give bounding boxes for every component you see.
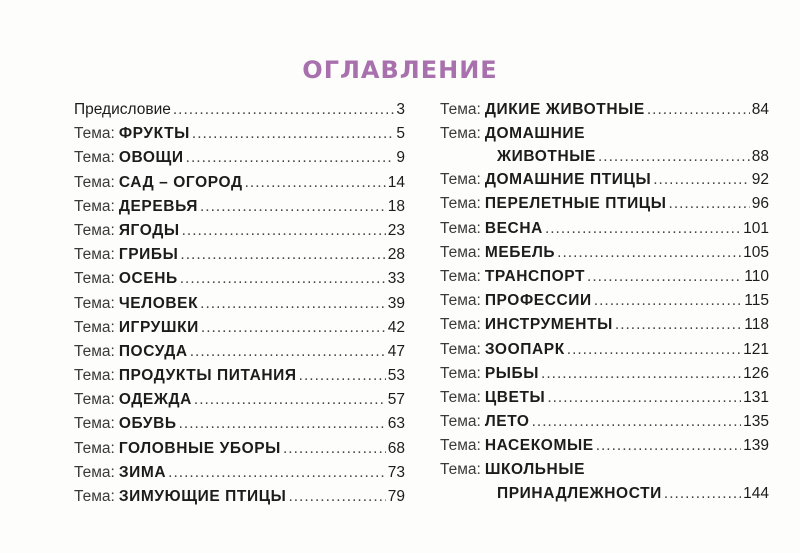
page-title: ОГЛАВЛЕНИЕ — [302, 56, 498, 84]
toc-entry[interactable] — [74, 122, 405, 146]
toc-entry[interactable] — [74, 461, 405, 485]
toc-entry[interactable] — [440, 338, 769, 362]
toc-entry-line — [74, 316, 405, 340]
dot-leader — [653, 168, 750, 192]
toc-entry-line — [440, 313, 769, 337]
toc-entry-line — [74, 437, 405, 461]
topic-prefix: Тема: — [74, 125, 115, 143]
toc-entry[interactable] — [440, 217, 769, 241]
topic-title: САД – ОГОРОД — [118, 173, 243, 191]
toc-entry-line — [440, 458, 769, 482]
toc-entry[interactable] — [74, 195, 405, 219]
topic-title: ДИКИЕ ЖИВОТНЫЕ — [484, 101, 645, 118]
toc-right-column — [440, 98, 769, 504]
toc-entry-line — [440, 98, 769, 122]
topic-prefix: Тема: — [74, 294, 115, 312]
dot-leader — [194, 388, 386, 412]
topic-prefix: Тема: — [440, 171, 481, 189]
page-number: 101 — [743, 219, 769, 237]
topic-title: ДОМАШНИЕ ПТИЦЫ — [484, 171, 652, 189]
topic-title: ЦВЕТЫ — [484, 388, 546, 406]
topic-title: ДЕРЕВЬЯ — [118, 197, 198, 215]
page-number: 23 — [387, 221, 405, 239]
dot-leader — [245, 171, 386, 195]
topic-prefix: Тема: — [440, 413, 481, 431]
toc-entry-line — [74, 146, 405, 170]
toc-entry[interactable] — [74, 98, 405, 122]
topic-prefix: Тема: — [440, 437, 481, 455]
topic-title: ПЕРЕЛЕТНЫЕ ПТИЦЫ — [484, 195, 667, 213]
topic-prefix: Тема: — [440, 364, 481, 382]
topic-title: ШКОЛЬНЫЕ — [484, 461, 586, 479]
topic-title: ДОМАШНИЕ — [484, 125, 586, 143]
toc-entry[interactable] — [74, 437, 405, 461]
toc-entry-line — [440, 289, 769, 313]
dot-leader — [596, 434, 741, 458]
page-number: 5 — [396, 125, 405, 143]
page-number: 135 — [743, 413, 769, 431]
dot-leader — [547, 386, 741, 410]
dot-leader — [664, 483, 741, 505]
page-number: 73 — [387, 463, 405, 481]
toc-entry[interactable] — [440, 265, 769, 289]
dot-leader — [192, 122, 394, 146]
topic-prefix: Тема: — [440, 101, 481, 118]
page-number: 68 — [387, 439, 405, 457]
page-number: 115 — [744, 292, 769, 310]
toc-entry-line — [74, 243, 405, 267]
toc-entry-line — [74, 267, 405, 291]
page-number: 57 — [387, 391, 405, 409]
topic-prefix: Тема: — [74, 415, 115, 433]
page-number: 33 — [387, 270, 405, 288]
topic-title: ТРАНСПОРТ — [484, 267, 586, 285]
toc-entry-line — [440, 146, 769, 168]
dot-leader — [557, 241, 741, 265]
toc-entry-line — [440, 386, 769, 410]
topic-prefix: Тема: — [440, 243, 481, 261]
topic-prefix: Тема: — [440, 388, 481, 406]
toc-entry-line — [440, 410, 769, 434]
page-number: 144 — [743, 484, 769, 502]
page-number: 96 — [751, 195, 769, 213]
toc-entry[interactable] — [440, 122, 769, 168]
dot-leader — [615, 313, 742, 337]
toc-entry-line — [440, 122, 769, 146]
dot-leader — [201, 316, 386, 340]
toc-entry-line — [74, 98, 405, 122]
topic-title-continued: ПРИНАДЛЕЖНОСТИ — [497, 484, 662, 502]
dot-leader — [200, 292, 386, 316]
dot-leader — [283, 437, 386, 461]
topic-title: ЯГОДЫ — [118, 221, 180, 239]
topic-prefix: Тема: — [74, 149, 115, 167]
page-number: 28 — [387, 246, 405, 264]
dot-leader — [186, 146, 395, 170]
topic-title: ЧЕЛОВЕК — [118, 294, 199, 312]
page-number: 139 — [743, 437, 769, 455]
page-number: 3 — [396, 101, 405, 118]
topic-title: ГОЛОВНЫЕ УБОРЫ — [118, 439, 281, 457]
topic-prefix: Тема: — [440, 125, 481, 143]
page-number: 131 — [743, 388, 769, 406]
topic-prefix: Тема: — [74, 270, 115, 288]
dot-leader — [299, 364, 386, 388]
topic-prefix: Тема: — [74, 342, 115, 360]
toc-entry[interactable] — [74, 219, 405, 243]
topic-prefix: Тема: — [74, 488, 115, 505]
toc-entry-line — [440, 168, 769, 192]
dot-leader — [180, 267, 386, 291]
dot-leader — [541, 362, 741, 386]
toc-entry-line — [74, 461, 405, 485]
toc-entry-line — [440, 192, 769, 216]
topic-prefix: Тема: — [440, 195, 481, 213]
toc-entry-line — [74, 171, 405, 195]
topic-prefix: Тема: — [74, 173, 115, 191]
toc-entry-line — [74, 195, 405, 219]
page-number: 42 — [387, 318, 405, 336]
toc-left-column — [74, 98, 405, 509]
dot-leader — [200, 195, 386, 219]
topic-title: ВЕСНА — [484, 219, 543, 237]
toc-entry[interactable] — [440, 434, 769, 458]
dot-leader — [190, 340, 386, 364]
toc-entry-line — [74, 388, 405, 412]
topic-title: РЫБЫ — [484, 364, 540, 382]
page-number: 118 — [744, 316, 769, 334]
topic-title: ОДЕЖДА — [118, 391, 192, 409]
topic-title: ОВОЩИ — [118, 149, 184, 167]
toc-entry[interactable] — [74, 412, 405, 436]
dot-leader — [545, 217, 741, 241]
toc-entry-line — [440, 241, 769, 265]
dot-leader — [532, 410, 742, 434]
topic-prefix: Тема: — [74, 318, 115, 336]
topic-prefix: Тема: — [74, 391, 115, 409]
dot-leader — [173, 98, 395, 122]
toc-entry-line — [440, 217, 769, 241]
toc-entry-line — [440, 434, 769, 458]
toc-entry-line — [74, 412, 405, 436]
topic-prefix: Тема: — [440, 340, 481, 358]
dot-leader — [182, 219, 386, 243]
toc-entry-title: Предисловие — [74, 101, 171, 118]
dot-leader — [567, 338, 741, 362]
toc-entry[interactable] — [440, 98, 769, 122]
toc-entry-line — [74, 219, 405, 243]
page-number: 88 — [751, 148, 769, 166]
page-number: 92 — [751, 171, 769, 189]
dot-leader — [587, 265, 742, 289]
page-number: 14 — [387, 173, 405, 191]
page-number: 110 — [744, 267, 769, 285]
toc-entry[interactable] — [440, 410, 769, 434]
toc-entry[interactable] — [74, 146, 405, 170]
page-number: 84 — [751, 101, 769, 118]
topic-prefix: Тема: — [74, 367, 115, 385]
topic-prefix: Тема: — [440, 461, 481, 479]
toc-entry-line — [74, 292, 405, 316]
toc-entry-line — [440, 362, 769, 386]
dot-leader — [179, 412, 386, 436]
topic-prefix: Тема: — [74, 221, 115, 239]
toc-entry-line — [440, 338, 769, 362]
toc-entry[interactable] — [440, 192, 769, 216]
dot-leader — [669, 192, 750, 216]
topic-title: ЗИМА — [118, 463, 167, 481]
topic-prefix: Тема: — [440, 219, 481, 237]
page-number: 121 — [743, 340, 769, 358]
topic-title: ПРОФЕССИИ — [484, 292, 592, 310]
page-number: 39 — [387, 294, 405, 312]
topic-prefix: Тема: — [440, 316, 481, 334]
page-number: 63 — [387, 415, 405, 433]
topic-title: ОБУВЬ — [118, 415, 177, 433]
toc-entry[interactable] — [440, 241, 769, 265]
page-number: 18 — [387, 197, 405, 215]
toc-entry-line — [440, 483, 769, 505]
dot-leader — [598, 146, 750, 168]
dot-leader — [594, 289, 743, 313]
topic-title: ФРУКТЫ — [118, 125, 190, 143]
page-number: 9 — [396, 149, 405, 167]
toc-entry[interactable] — [440, 362, 769, 386]
page-number: 47 — [387, 342, 405, 360]
toc-entry[interactable] — [74, 316, 405, 340]
toc-entry-line — [74, 122, 405, 146]
page-number: 53 — [387, 367, 405, 385]
dot-leader — [647, 98, 750, 122]
toc-entry[interactable] — [74, 243, 405, 267]
toc-entry[interactable] — [74, 171, 405, 195]
toc-entry[interactable] — [74, 485, 405, 509]
topic-title: ОСЕНЬ — [118, 270, 178, 288]
page-number: 79 — [387, 488, 405, 505]
topic-title: ПОСУДА — [118, 342, 188, 360]
topic-title-continued: ЖИВОТНЫЕ — [497, 148, 596, 166]
toc-entry[interactable] — [74, 292, 405, 316]
toc-entry-line — [440, 265, 769, 289]
page-number: 126 — [743, 364, 769, 382]
topic-prefix: Тема: — [440, 292, 481, 310]
topic-title: ЗИМУЮЩИЕ ПТИЦЫ — [118, 488, 287, 505]
toc-entry[interactable] — [74, 267, 405, 291]
dot-leader — [288, 485, 385, 509]
toc-entry[interactable] — [74, 340, 405, 364]
toc-entry[interactable] — [440, 168, 769, 192]
topic-title: ЗООПАРК — [484, 340, 565, 358]
dot-leader — [168, 461, 386, 485]
toc-entry[interactable] — [440, 386, 769, 410]
toc-entry[interactable] — [74, 364, 405, 388]
page-number: 105 — [743, 243, 769, 261]
toc-entry[interactable] — [440, 289, 769, 313]
topic-prefix: Тема: — [440, 267, 481, 285]
topic-prefix: Тема: — [74, 246, 115, 264]
toc-entry[interactable] — [440, 458, 769, 504]
toc-entry-line — [74, 340, 405, 364]
topic-prefix: Тема: — [74, 439, 115, 457]
toc-entry[interactable] — [440, 313, 769, 337]
topic-title: МЕБЕЛЬ — [484, 243, 556, 261]
topic-title: ПРОДУКТЫ ПИТАНИЯ — [118, 367, 297, 385]
topic-prefix: Тема: — [74, 463, 115, 481]
dot-leader — [180, 243, 385, 267]
topic-title: ЛЕТО — [484, 413, 530, 431]
toc-entry-line — [74, 364, 405, 388]
topic-title: НАСЕКОМЫЕ — [484, 437, 594, 455]
topic-title: ГРИБЫ — [118, 246, 179, 264]
topic-title: ИГРУШКИ — [118, 318, 199, 336]
topic-prefix: Тема: — [74, 197, 115, 215]
topic-title: ИНСТРУМЕНТЫ — [484, 316, 613, 334]
toc-entry[interactable] — [74, 388, 405, 412]
toc-entry-line — [74, 485, 405, 509]
